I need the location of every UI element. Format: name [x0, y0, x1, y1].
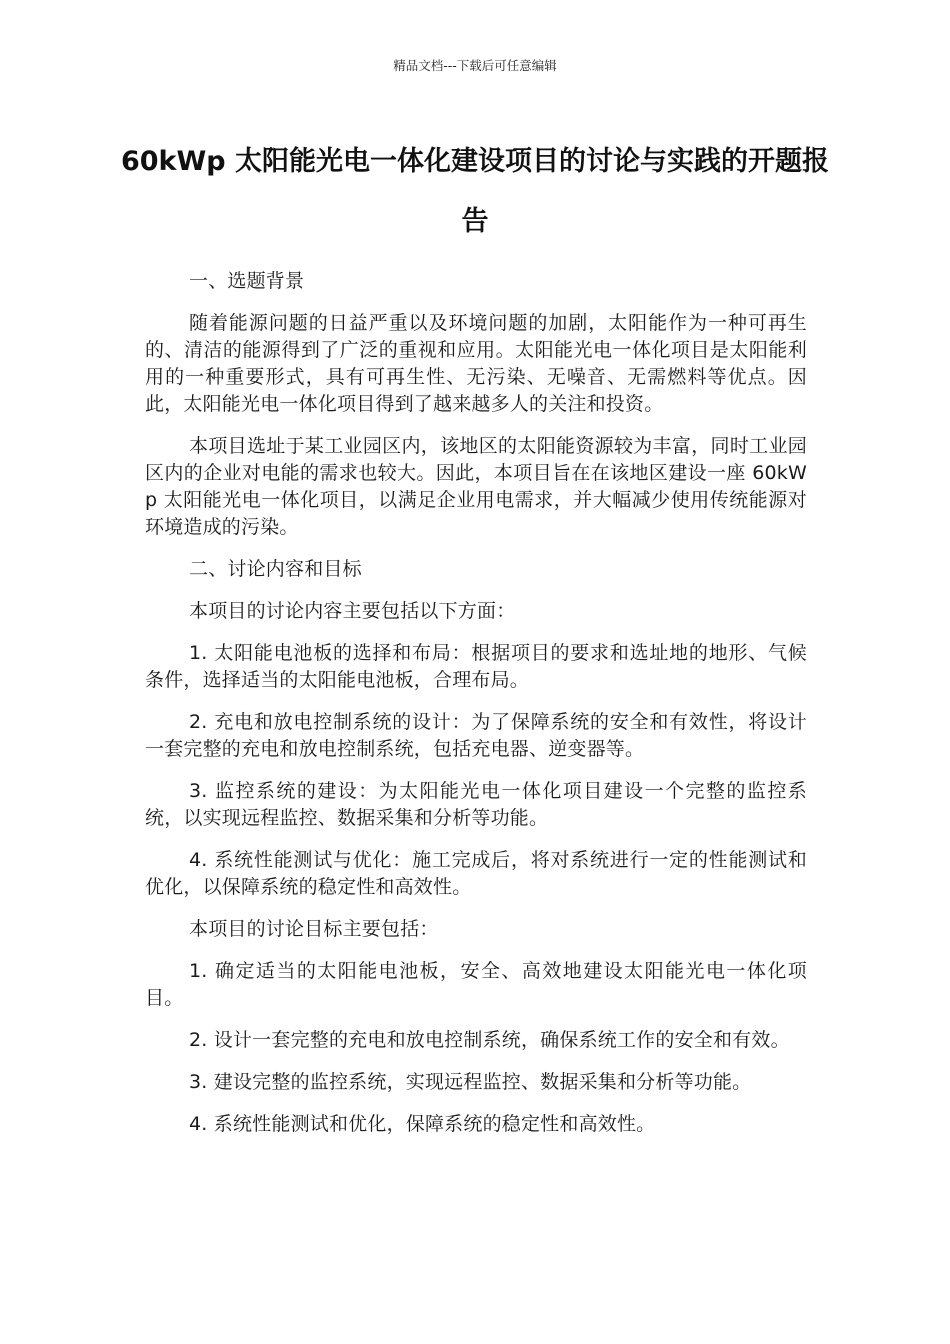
list-item-goal-3: 3. 建设完整的监控系统，实现远程监控、数据采集和分析等功能。 [189, 1071, 752, 1093]
paragraph-background-1: 随着能源问题的日益严重以及环境问题的加剧，太阳能作为一种可再生的、清洁的能源得到了广泛的重视和应用。太阳能光电一体化项目是太阳能利用的一种重要形式，具有可再生性、无污染、无噪音、无需燃料等优点。因此，太阳能光电一体化项目得到了越来越多人的关注和投资。 [145, 312, 807, 415]
section-heading-content-goals: 二、讨论内容和目标 [189, 558, 362, 580]
list-item-content-3: 3. 监控系统的建设：为太阳能光电一体化项目建设一个完整的监控系统，以实现远程监控、数据采集和分析等功能。 [145, 780, 807, 829]
list-item-goal-1: 1. 确定适当的太阳能电池板，安全、高效地建设太阳能光电一体化项目。 [145, 960, 807, 1009]
paragraph-goals-intro: 本项目的讨论目标主要包括： [189, 918, 439, 940]
list-item-goal-4: 4. 系统性能测试和优化，保障系统的稳定性和高效性。 [189, 1113, 656, 1135]
document-title: 60kWp 太阳能光电一体化建设项目的讨论与实践的开题报告 [120, 146, 830, 237]
paragraph-content-intro: 本项目的讨论内容主要包括以下方面： [189, 600, 516, 622]
header-note: 精品文档---下载后可任意编辑 [393, 58, 557, 73]
paragraph-background-2: 本项目选址于某工业园区内，该地区的太阳能资源较为丰富，同时工业园区内的企业对电能的需求也较大。因此，本项目旨在在该地区建设一座 60kWp 太阳能光电一体化项目，以满足企业用电需求，并大幅减少使用传统能源对环境造成的污染。 [145, 435, 807, 538]
section-heading-background: 一、选题背景 [189, 270, 305, 292]
list-item-content-1: 1. 太阳能电池板的选择和布局：根据项目的要求和选址地的地形、气候条件，选择适当的太阳能电池板，合理布局。 [145, 642, 807, 691]
list-item-content-2: 2. 充电和放电控制系统的设计：为了保障系统的安全和有效性，将设计一套完整的充电和放电控制系统，包括充电器、逆变器等。 [145, 711, 807, 760]
list-item-goal-2: 2. 设计一套完整的充电和放电控制系统，确保系统工作的安全和有效。 [189, 1029, 790, 1051]
list-item-content-4: 4. 系统性能测试与优化：施工完成后，将对系统进行一定的性能测试和优化，以保障系统的稳定性和高效性。 [145, 849, 807, 898]
document-body [145, 268, 807, 1153]
